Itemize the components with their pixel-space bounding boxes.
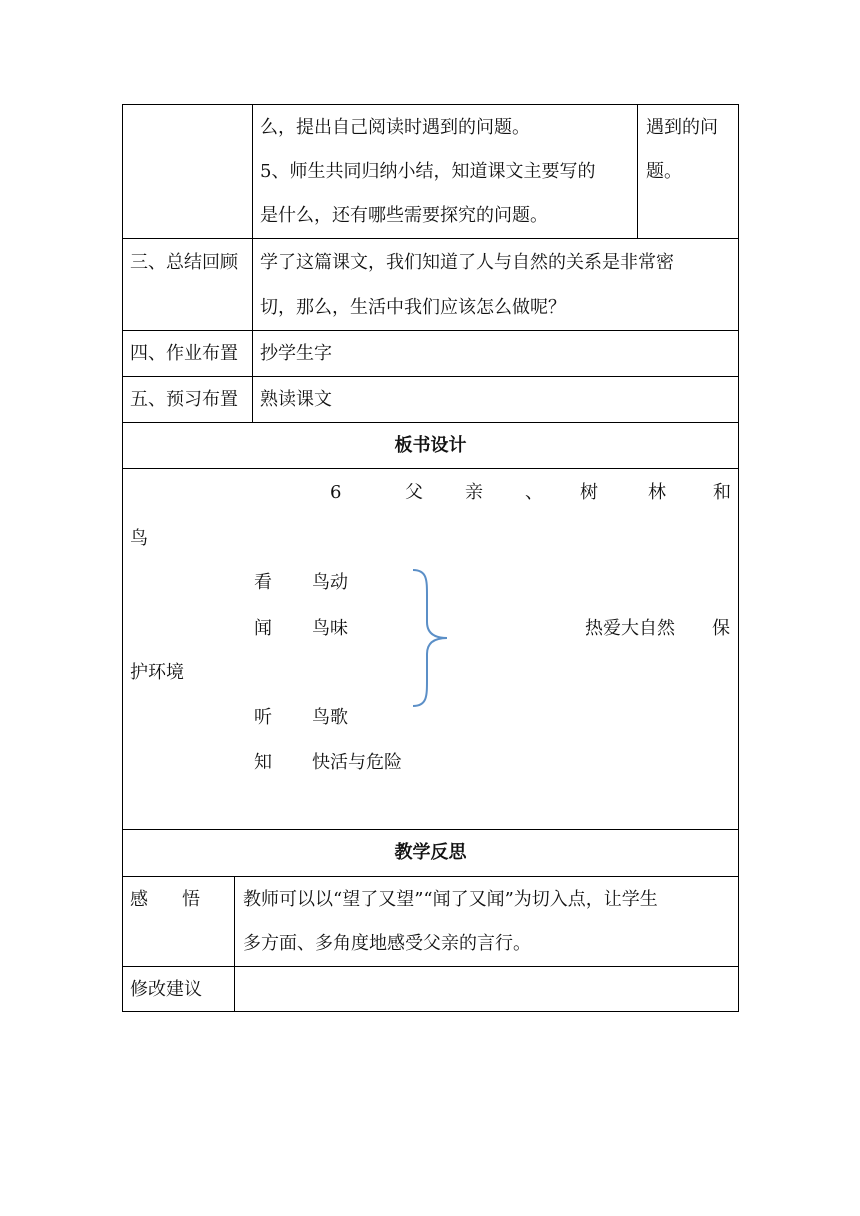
board-conclusion: 保	[712, 618, 730, 639]
board-item-verb: 闻	[254, 618, 272, 639]
preview-value: 熟读课文	[260, 389, 332, 410]
insight-line: 教师可以以“望了又望”“闻了又闻”为切入点，让学生	[243, 889, 658, 910]
column-divider	[252, 104, 253, 423]
board-title-part: 树	[580, 482, 598, 503]
homework-value: 抄学生字	[260, 343, 332, 364]
row-divider	[122, 238, 739, 239]
step-line: 么，提出自己阅读时遇到的问题。	[260, 117, 530, 138]
insight-label: 悟	[182, 889, 200, 910]
summary-line: 切，那么，生活中我们应该怎么做呢？	[260, 297, 566, 318]
row-divider	[122, 468, 739, 469]
row-label-summary: 三、总结回顾	[130, 252, 238, 273]
board-item-object: 快活与危险	[312, 752, 402, 773]
board-design-header: 板书设计	[394, 435, 467, 456]
board-title-part: 林	[648, 482, 666, 503]
board-title-part: 和	[713, 482, 731, 503]
board-title-part: 父	[405, 482, 423, 503]
column-divider	[637, 104, 638, 239]
table-border-bottom	[122, 1011, 739, 1012]
board-title-wrap: 鸟	[130, 528, 148, 549]
board-title-part: 亲	[465, 482, 483, 503]
curly-brace-icon	[405, 566, 455, 710]
board-conclusion: 热爱大自然	[585, 618, 675, 639]
insight-label: 感	[130, 889, 148, 910]
row-divider	[122, 829, 739, 830]
reflection-header: 教学反思	[394, 842, 467, 863]
board-item-object: 鸟歌	[312, 707, 348, 728]
row-divider	[122, 966, 739, 967]
board-item-verb: 听	[254, 707, 272, 728]
row-divider	[122, 876, 739, 877]
row-label-preview: 五、预习布置	[130, 389, 238, 410]
step-line: 是什么，还有哪些需要探究的问题。	[260, 205, 548, 226]
board-item-object: 鸟动	[312, 572, 348, 593]
board-item-object: 鸟味	[312, 618, 348, 639]
board-conclusion-wrap: 护环境	[130, 662, 184, 683]
suggestion-label: 修改建议	[130, 979, 202, 1000]
table-border-top	[122, 104, 739, 105]
board-title-part: 6	[330, 482, 342, 503]
note-line: 遇到的问	[646, 117, 718, 138]
row-divider	[122, 330, 739, 331]
summary-line: 学了这篇课文，我们知道了人与自然的关系是非常密	[260, 252, 674, 273]
insight-line: 多方面、多角度地感受父亲的言行。	[243, 933, 531, 954]
row-divider	[122, 422, 739, 423]
step-line: 5、师生共同归纳小结，知道课文主要写的	[260, 161, 596, 182]
board-item-verb: 知	[254, 752, 272, 773]
row-label-homework: 四、作业布置	[130, 343, 238, 364]
column-divider	[234, 876, 235, 1012]
table-border-left	[122, 104, 123, 1012]
table-border-right	[738, 104, 739, 1012]
row-divider	[122, 376, 739, 377]
board-title-part: 、	[525, 482, 543, 503]
note-line: 题。	[646, 161, 682, 182]
board-item-verb: 看	[254, 572, 272, 593]
